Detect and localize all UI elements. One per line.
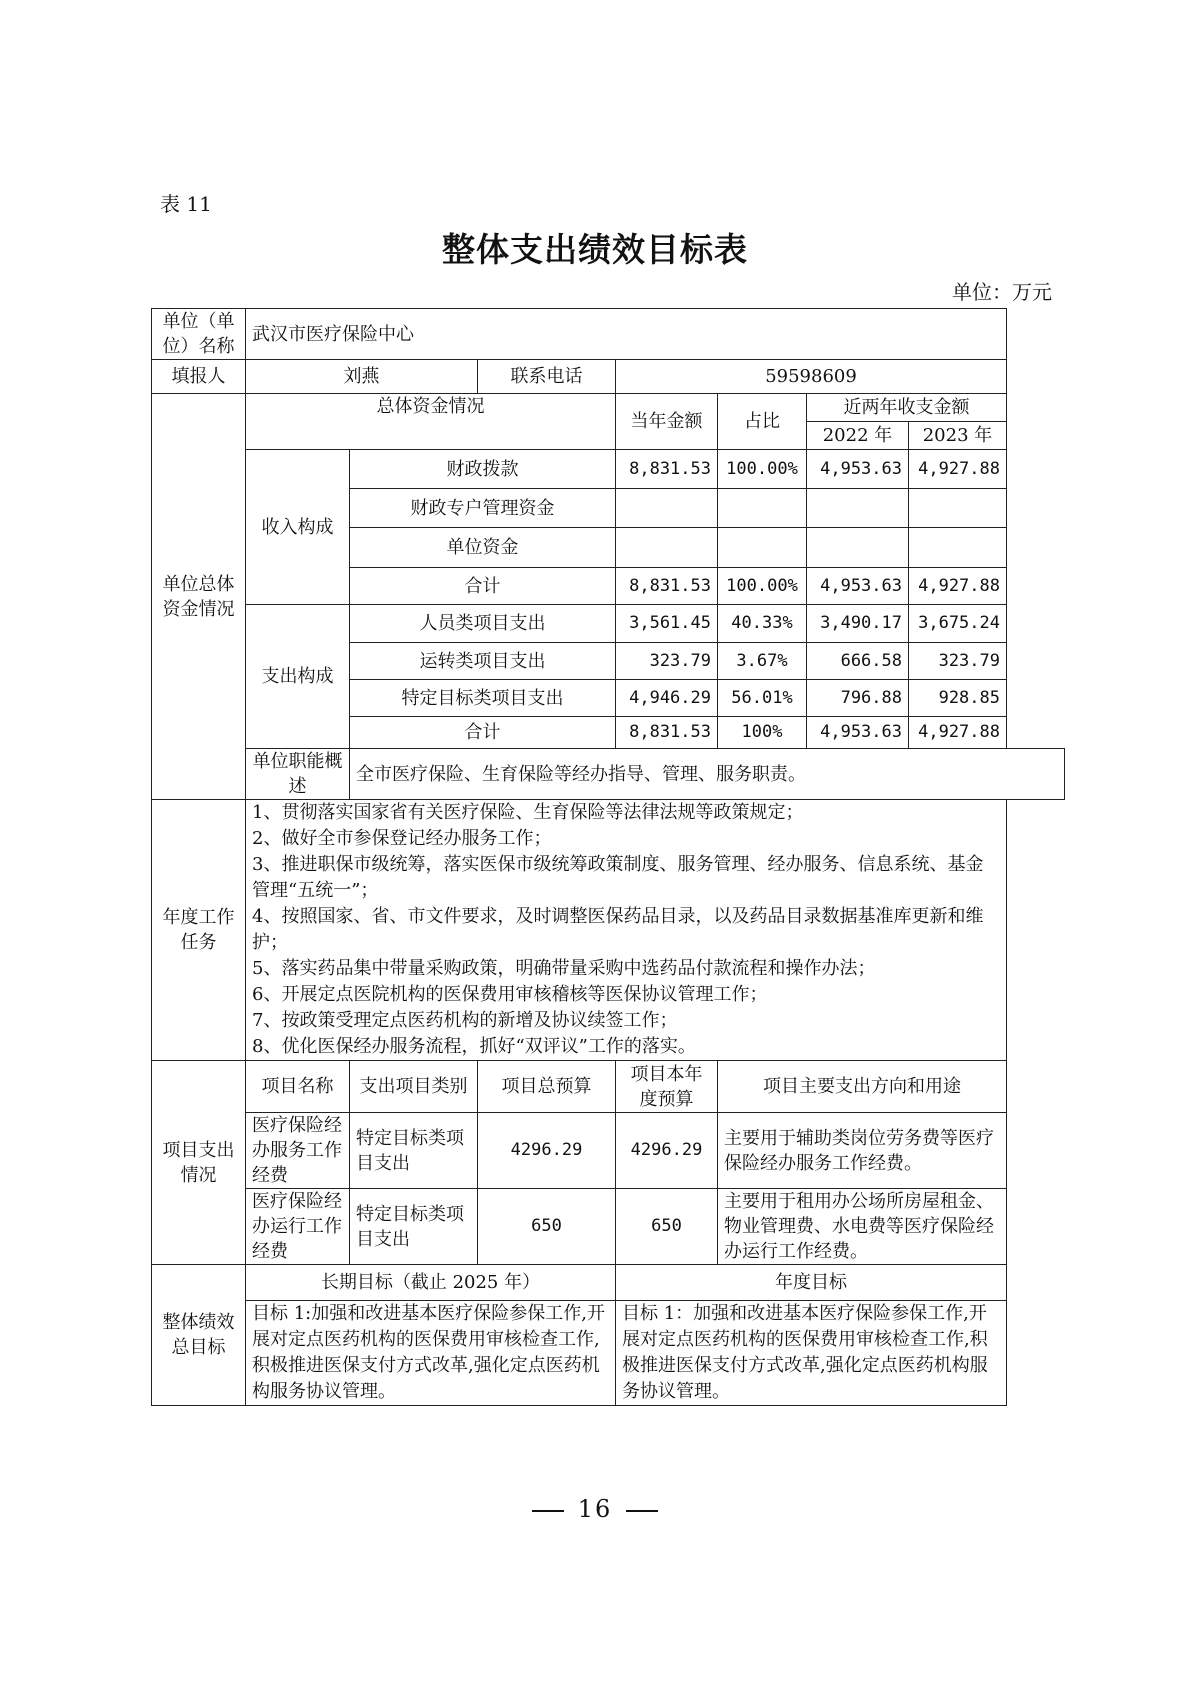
table-cell-2023: 4,927.88 <box>909 717 1007 749</box>
project-purpose: 主要用于辅助类岗位劳务费等医疗保险经办服务工作经费。 <box>718 1113 1007 1189</box>
ratio-header: 占比 <box>718 394 807 450</box>
income-label: 收入构成 <box>246 450 350 605</box>
project-name-header: 项目名称 <box>246 1061 350 1113</box>
table-cell-2022: 3,490.17 <box>807 605 909 643</box>
current-amount-header: 当年金额 <box>616 394 718 450</box>
project-year-budget: 4296.29 <box>616 1113 718 1189</box>
table-row-name: 合计 <box>350 717 616 749</box>
table-cell-2023: 4,927.88 <box>909 450 1007 489</box>
table-cell-amount: 3,561.45 <box>616 605 718 643</box>
table-cell-amount <box>616 489 718 528</box>
table-cell-2023: 4,927.88 <box>909 568 1007 605</box>
page-number <box>0 1495 1190 1523</box>
table-cell-2023: 323.79 <box>909 643 1007 680</box>
table-cell-2023: 3,675.24 <box>909 605 1007 643</box>
annual-goal-header: 年度目标 <box>616 1265 1007 1301</box>
table-cell-amount: 323.79 <box>616 643 718 680</box>
projects-label: 项目支出情况 <box>152 1061 246 1265</box>
filler-value: 刘燕 <box>246 360 478 394</box>
table-row-name: 人员类项目支出 <box>350 605 616 643</box>
table-cell-ratio: 100.00% <box>718 568 807 605</box>
table-row-name: 运转类项目支出 <box>350 643 616 680</box>
year-2023-header: 2023 年 <box>909 422 1007 450</box>
long-term-goal-header: 长期目标（截止 2025 年） <box>246 1265 616 1301</box>
unit-name-label: 单位（单位）名称 <box>152 309 246 360</box>
dash-right <box>626 1510 658 1512</box>
annual-goal-text: 目标 1：加强和改进基本医疗保险参保工作,开展对定点医药机构的医保费用审核检查工作,积极推进医保支付方式改革,强化定点医药机构服务协议管理。 <box>616 1301 1007 1406</box>
project-total-budget: 650 <box>478 1189 616 1265</box>
project-total-budget-header: 项目总预算 <box>478 1061 616 1113</box>
project-year-budget-header: 项目本年度预算 <box>616 1061 718 1113</box>
phone-value: 59598609 <box>616 360 1007 394</box>
funds-section-label: 单位总体资金情况 <box>152 394 246 800</box>
table-cell-2022: 4,953.63 <box>807 717 909 749</box>
table-cell-2022: 4,953.63 <box>807 568 909 605</box>
table-cell-ratio: 56.01% <box>718 680 807 717</box>
overall-funds-header: 总体资金情况 <box>246 394 616 450</box>
table-cell-ratio: 3.67% <box>718 643 807 680</box>
table-cell-amount: 8,831.53 <box>616 450 718 489</box>
phone-label: 联系电话 <box>478 360 616 394</box>
table-cell-amount: 4,946.29 <box>616 680 718 717</box>
table-cell-ratio: 40.33% <box>718 605 807 643</box>
project-category: 特定目标类项目支出 <box>350 1189 478 1265</box>
table-cell-2022: 796.88 <box>807 680 909 717</box>
page-number-value: 16 <box>577 1495 613 1523</box>
table-cell-ratio <box>718 489 807 528</box>
table-row-name: 合计 <box>350 568 616 605</box>
function-text: 全市医疗保险、生育保险等经办指导、管理、服务职责。 <box>350 749 1065 800</box>
list-item: 6、开展定点医院机构的医保费用审核稽核等医保协议管理工作； <box>252 984 768 1005</box>
page-title: 整体支出绩效目标表 <box>442 230 748 269</box>
list-item: 5、落实药品集中带量采购政策，明确带量采购中选药品付款流程和操作办法； <box>252 958 876 979</box>
table-cell-amount: 8,831.53 <box>616 568 718 605</box>
unit-label: 单位：万元 <box>952 280 1052 304</box>
table-cell-2022: 4,953.63 <box>807 450 909 489</box>
list-item: 2、做好全市参保登记经办服务工作； <box>252 828 552 849</box>
table-cell-ratio <box>718 528 807 568</box>
long-term-goal-text: 目标 1:加强和改进基本医疗保险参保工作,开展对定点医药机构的医保费用审核检查工作,积极推进医保支付方式改革,强化定点医药机构服务协议管理。 <box>246 1301 616 1406</box>
project-name: 医疗保险经办服务工作经费 <box>246 1113 350 1189</box>
dash-left <box>532 1510 564 1512</box>
unit-name-value: 武汉市医疗保险中心 <box>246 309 1007 360</box>
table-label: 表 11 <box>160 192 212 216</box>
table-row-name: 特定目标类项目支出 <box>350 680 616 717</box>
table-cell-ratio: 100% <box>718 717 807 749</box>
project-total-budget: 4296.29 <box>478 1113 616 1189</box>
tasks-label: 年度工作任务 <box>152 800 246 1061</box>
project-purpose-header: 项目主要支出方向和用途 <box>718 1061 1007 1113</box>
two-year-header: 近两年收支金额 <box>807 394 1007 422</box>
table-cell-2022 <box>807 528 909 568</box>
table-cell-2022: 666.58 <box>807 643 909 680</box>
project-purpose: 主要用于租用办公场所房屋租金、物业管理费、水电费等医疗保险经办运行工作经费。 <box>718 1189 1007 1265</box>
project-name: 医疗保险经办运行工作经费 <box>246 1189 350 1265</box>
function-label: 单位职能概述 <box>246 749 350 800</box>
performance-table <box>151 308 1065 1406</box>
project-year-budget: 650 <box>616 1189 718 1265</box>
table-cell-2023 <box>909 489 1007 528</box>
filler-label: 填报人 <box>152 360 246 394</box>
project-category: 特定目标类项目支出 <box>350 1113 478 1189</box>
table-cell-2023 <box>909 528 1007 568</box>
list-item: 8、优化医保经办服务流程，抓好“双评议”工作的落实。 <box>252 1036 696 1057</box>
year-2022-header: 2022 年 <box>807 422 909 450</box>
table-cell-2023: 928.85 <box>909 680 1007 717</box>
table-row-name: 财政专户管理资金 <box>350 489 616 528</box>
expense-label: 支出构成 <box>246 605 350 749</box>
project-category-header: 支出项目类别 <box>350 1061 478 1113</box>
list-item: 1、贯彻落实国家省有关医疗保险、生育保险等法律法规等政策规定； <box>252 802 804 823</box>
table-cell-amount <box>616 528 718 568</box>
table-cell-amount: 8,831.53 <box>616 717 718 749</box>
goals-label: 整体绩效总目标 <box>152 1265 246 1406</box>
table-cell-ratio: 100.00% <box>718 450 807 489</box>
table-row-name: 单位资金 <box>350 528 616 568</box>
list-item: 3、推进职保市级统筹，落实医保市级统筹政策制度、服务管理、经办服务、信息系统、基金管理“五统一”； <box>252 854 984 901</box>
list-item: 7、按政策受理定点医药机构的新增及协议续签工作； <box>252 1010 678 1031</box>
tasks-list <box>246 800 1007 1061</box>
list-item: 4、按照国家、省、市文件要求，及时调整医保药品目录，以及药品目录数据基准库更新和维护； <box>252 906 984 953</box>
table-cell-2022 <box>807 489 909 528</box>
table-row-name: 财政拨款 <box>350 450 616 489</box>
